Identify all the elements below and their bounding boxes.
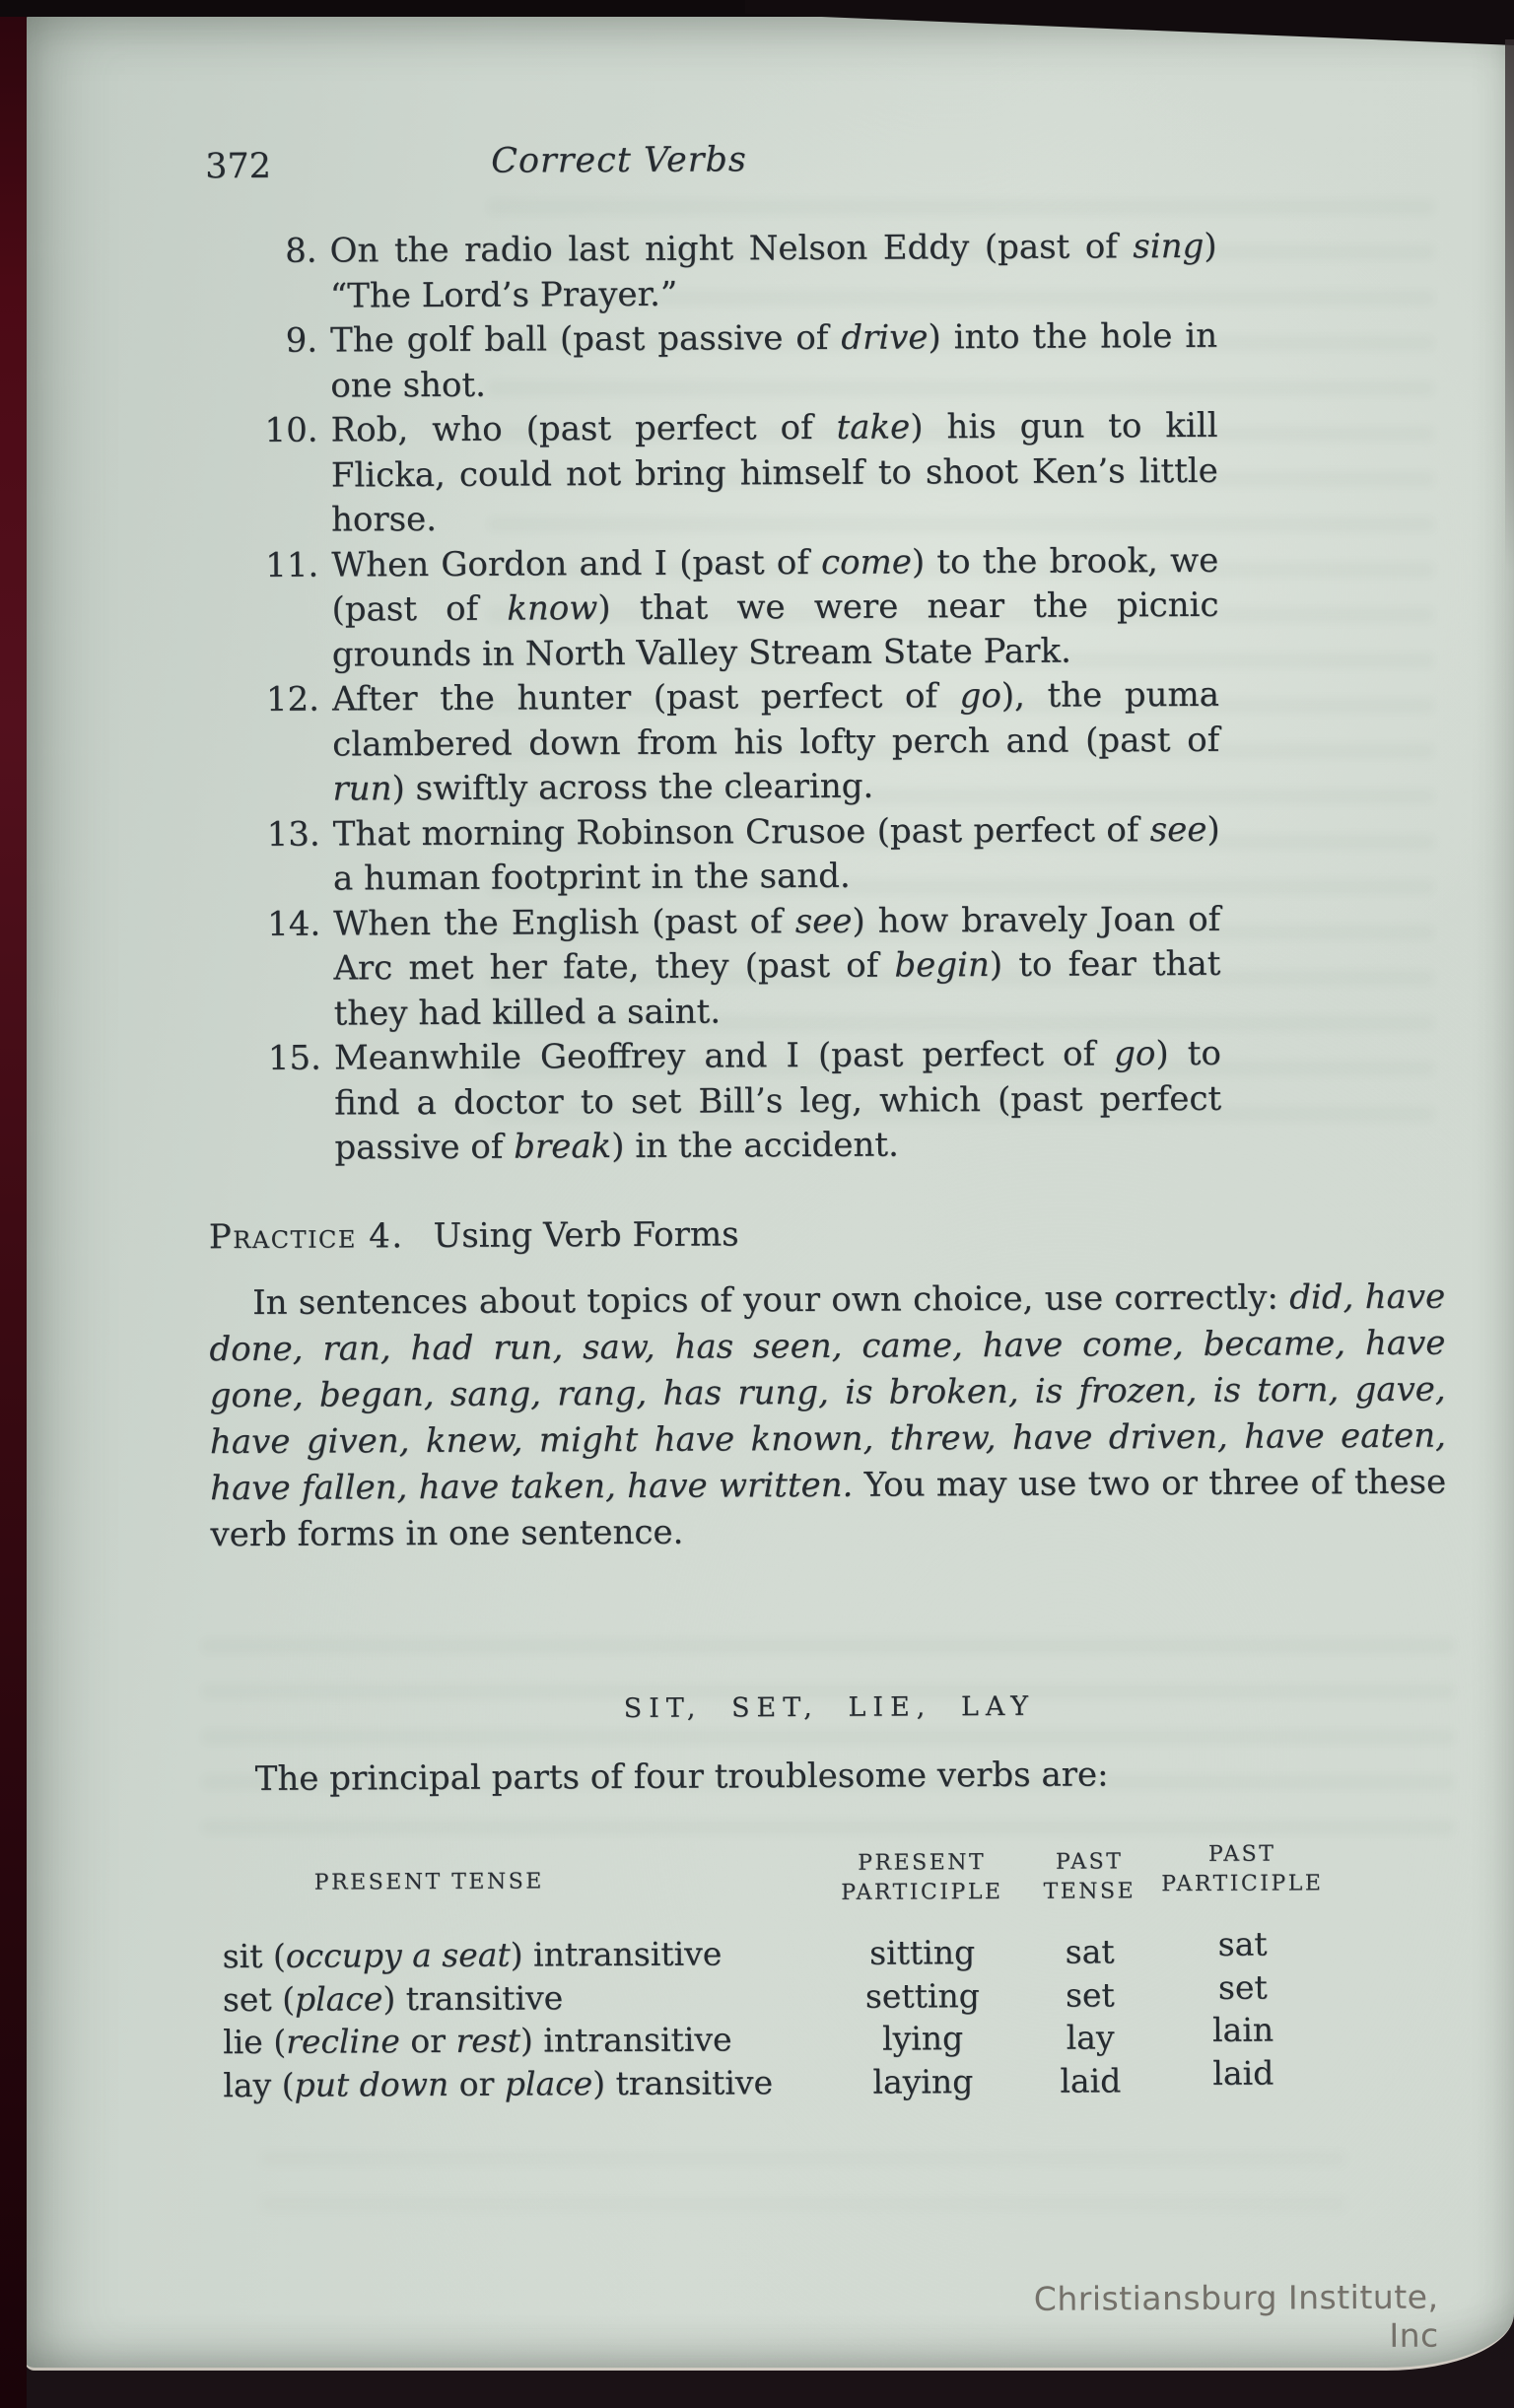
cell-present-tense: lay (put down or place) transitive bbox=[223, 2062, 774, 2104]
item-text: When Gordon and I (past of come) to the brook, we (past of know) that we were near the picnic grounds in North Valley Stream State Park. bbox=[331, 540, 1219, 675]
cell-present-participle: laying bbox=[872, 2061, 974, 2101]
list-item bbox=[262, 673, 1221, 813]
cell-present-participle: sitting bbox=[869, 1933, 976, 1972]
item-number: 11. bbox=[265, 545, 319, 585]
cell-past-participle: laid bbox=[1212, 2053, 1274, 2093]
right-edge-shadow bbox=[1505, 39, 1514, 572]
header-line: PRESENT bbox=[858, 1850, 987, 1876]
header-present-tense bbox=[222, 1849, 823, 1915]
cell-past-participle: lain bbox=[1211, 2010, 1274, 2049]
header-line: PAST bbox=[1055, 1849, 1124, 1875]
item-number: 10. bbox=[264, 410, 318, 450]
cell-present-tense: set (place) transitive bbox=[222, 1977, 564, 2019]
page-content bbox=[25, 15, 1514, 2371]
item-number: 14. bbox=[267, 904, 321, 944]
practice-heading bbox=[209, 1214, 739, 1257]
item-number: 9. bbox=[285, 320, 318, 361]
page-title: Correct Verbs bbox=[491, 140, 747, 181]
verb-forms-table bbox=[222, 1841, 1327, 2108]
item-text: After the hunter (past perfect of go), the puma clambered down from his lofty perch and (past of run) swiftly across the clearing. bbox=[331, 674, 1220, 809]
cell-past-participle: sat bbox=[1217, 1924, 1268, 1963]
cell-present-tense: lie (recline or rest) intransitive bbox=[223, 2020, 732, 2062]
section-heading: SIT, SET, LIE, LAY bbox=[623, 1690, 1036, 1724]
book-page bbox=[25, 15, 1514, 2371]
list-item bbox=[261, 538, 1220, 678]
table-row bbox=[223, 2053, 1327, 2108]
item-number: 15. bbox=[267, 1038, 322, 1078]
item-number: 8. bbox=[285, 231, 317, 271]
list-item bbox=[260, 225, 1218, 319]
item-text: When the English (past of see) how bravely Joan of Arc met her fate, they (past of begin) to fear that they had killed a saint. bbox=[333, 899, 1221, 1034]
cell-present-participle: lying bbox=[881, 2019, 964, 2058]
book-cover-left-strip bbox=[0, 0, 27, 2408]
list-item bbox=[260, 404, 1219, 544]
list-item bbox=[260, 314, 1218, 409]
list-item bbox=[263, 807, 1221, 902]
item-text: The golf ball (past passive of drive) into the hole in one shot. bbox=[329, 315, 1218, 406]
table-body bbox=[222, 1924, 1328, 2108]
cell-past-tense: set bbox=[1065, 1974, 1115, 2015]
watermark-text: Christiansburg Institute, Inc bbox=[1033, 2277, 1439, 2355]
cell-past-tense: lay bbox=[1066, 2018, 1115, 2057]
list-item bbox=[263, 897, 1222, 1037]
item-text: Meanwhile Geoffrey and I (past perfect of go) to find a doctor to set Bill’s leg, which (past perfect passive of break) in the accident. bbox=[333, 1033, 1222, 1168]
cell-present-participle: setting bbox=[864, 1975, 980, 2016]
header-line: TENSE bbox=[1043, 1879, 1136, 1904]
practice-label: Practice 4. bbox=[208, 1216, 404, 1258]
header-past-participle bbox=[1158, 1839, 1326, 1903]
header-line: PARTICIPLE bbox=[841, 1879, 1003, 1905]
cell-past-tense: laid bbox=[1060, 2060, 1122, 2100]
item-text: That morning Robinson Crusoe (past perfect of see) a human footprint in the sand. bbox=[332, 809, 1220, 899]
page-number: 372 bbox=[205, 146, 272, 187]
header-line: PRESENT TENSE bbox=[313, 1869, 544, 1895]
header-line: PARTICIPLE bbox=[1161, 1871, 1324, 1897]
list-item bbox=[264, 1032, 1223, 1172]
practice-title: Using Verb Forms bbox=[433, 1214, 739, 1256]
item-number: 12. bbox=[265, 679, 320, 720]
header-present-participle bbox=[823, 1848, 1020, 1912]
table-header-row bbox=[222, 1841, 1326, 1915]
cell-past-tense: sat bbox=[1065, 1932, 1115, 1971]
exercise-sentence-list bbox=[260, 225, 1223, 1172]
header-line: PAST bbox=[1207, 1841, 1276, 1867]
item-text: On the radio last night Nelson Eddy (past of sing) “The Lord’s Prayer.” bbox=[329, 226, 1217, 316]
practice-instructions: In sentences about topics of your own choice, use correctly: did, have done, ran, had run, saw, has seen, came, have come, became, have gone, began, sang, rang, has rung, is broken, is frozen, is torn, gave, have given, knew, might have known, threw, have driven, have eaten, have fallen, have taken, have written. You may use two or three of these verb forms in one sentence. bbox=[209, 1276, 1447, 1555]
cell-past-participle: set bbox=[1217, 1967, 1268, 2007]
header-past-tense bbox=[1020, 1847, 1158, 1911]
item-text: Rob, who (past perfect of take) his gun to kill Flicka, could not bring himself to shoot Ken’s little horse. bbox=[330, 405, 1218, 540]
table-lead-sentence: The principal parts of four troublesome verbs are: bbox=[254, 1754, 1109, 1799]
item-number: 13. bbox=[266, 814, 320, 855]
cell-present-tense: sit (occupy a seat) intransitive bbox=[222, 1934, 723, 1976]
